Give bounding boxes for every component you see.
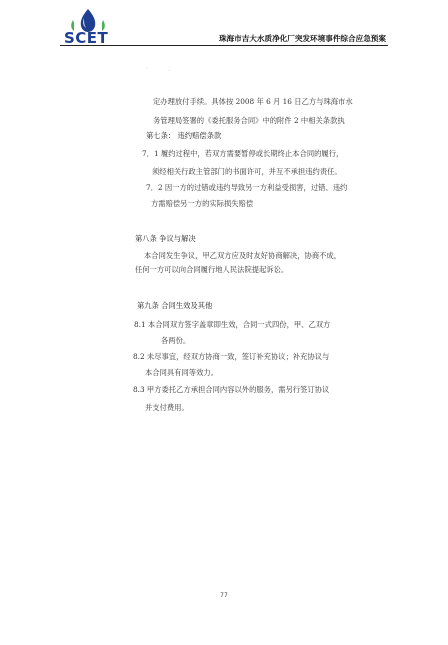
body-line: 本合同具有同等效力。 [145, 368, 218, 377]
section-heading: 第八条 争议与解决 [135, 234, 196, 243]
header-title: 珠海市吉大水质净化厂突发环境事件综合应急预案 [218, 34, 386, 43]
page-number: 77 [220, 592, 228, 599]
body-line: 任何一方可以向合同履行地人民法院提起诉讼。 [135, 265, 289, 274]
body-line: 务管理局签署的《委托服务合同》中的附件 2 中相关条款执 [153, 116, 345, 125]
body-line: 8.2 未尽事宜，经双方协商一致，签订补充协议；补充协议与 [133, 352, 330, 361]
body-line: 定办理放付手续。具体按 2008 年 6 月 16 日乙方与珠海市水 [153, 97, 353, 106]
body-line: 7．2 因一方的过错或违约导致另一方利益受损害，过错、违约 [146, 183, 348, 192]
section-heading: 第九条 合同生效及其他 [137, 301, 213, 310]
logo-text: SCET [64, 29, 109, 47]
body-line: 8.3 甲方委托乙方承担合同内容以外的服务，需另行签订协议 [133, 385, 330, 394]
body-line: 8.1 本合同双方签字盖章即生效，合同一式四份，甲、乙双方 [134, 320, 331, 329]
body-line: 须经相关行政主管部门的书面许可，并互不承担违约责任。 [152, 167, 342, 176]
body-line: 各两份。 [161, 336, 191, 345]
body-line: 方需赔偿另一方的实际损失赔偿 [151, 199, 254, 208]
scan-speck: · [146, 66, 148, 73]
body-line: 7．1 履约过程中，若双方需要暂停或长期终止本合同的履行， [142, 149, 344, 158]
body-line: 并支付费用。 [145, 403, 189, 412]
body-line: 本合同发生争议，甲乙双方应及时友好协商解决，协商不成， [144, 251, 342, 260]
header-divider [60, 45, 388, 46]
section-heading: 第七条： 违约赔偿条款 [146, 131, 222, 140]
scan-speck: · [168, 68, 170, 75]
